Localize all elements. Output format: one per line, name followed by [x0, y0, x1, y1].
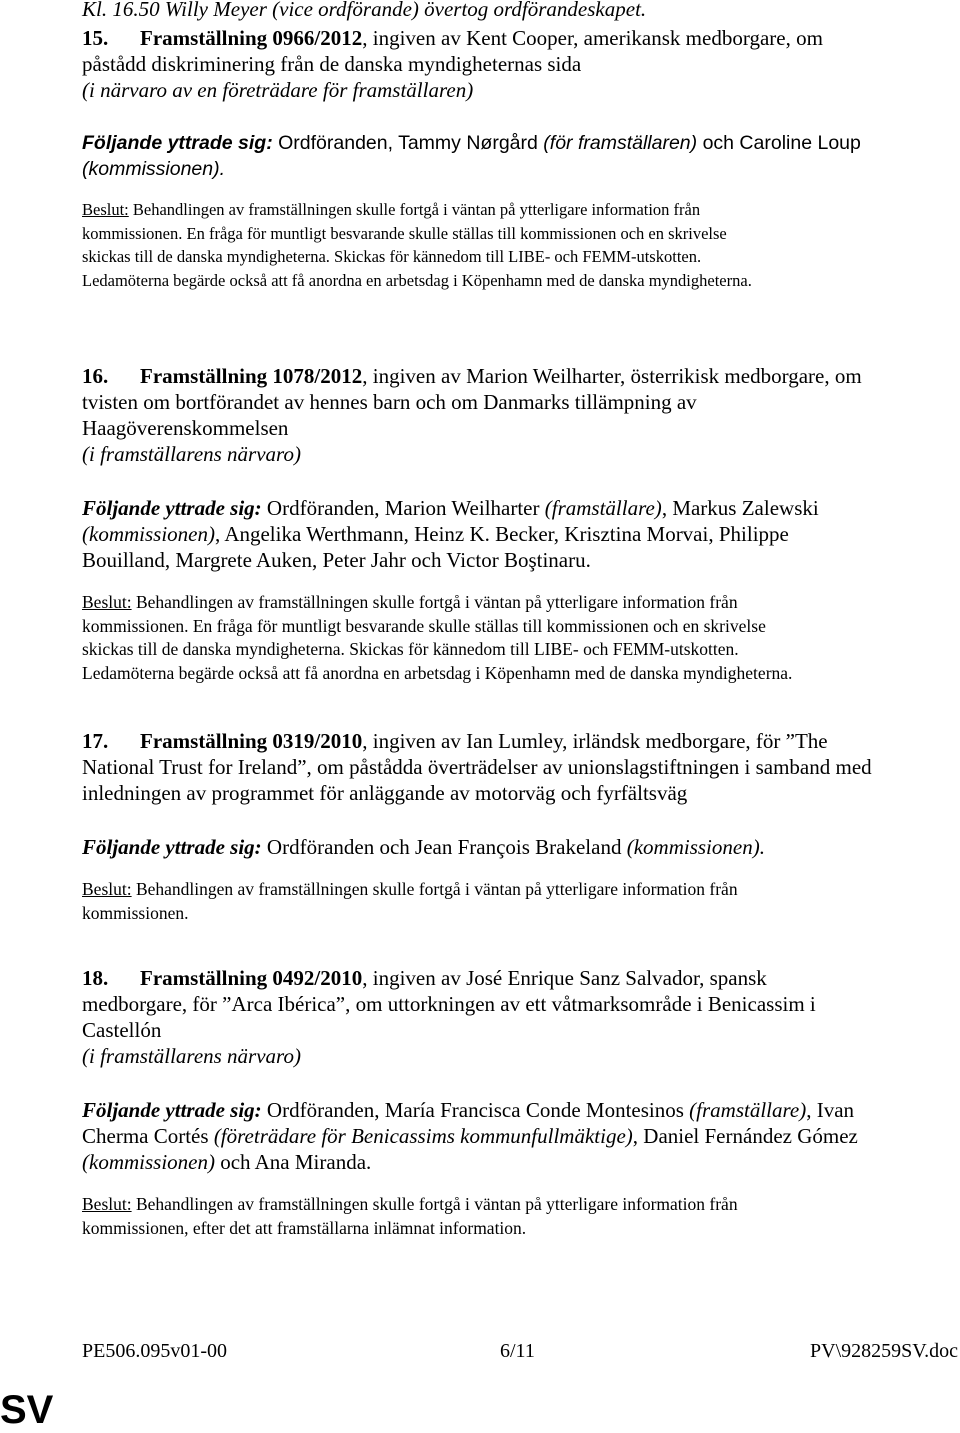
- item-number: 17.: [82, 729, 109, 753]
- petition-number: Framställning 1078/2012: [140, 364, 363, 388]
- presence-note: (i framställarens närvaro): [82, 442, 301, 466]
- decision-label: Beslut:: [82, 592, 132, 612]
- language-code: SV: [0, 1388, 54, 1432]
- item-title: 15. Framställning 0966/2012, ingiven av Kent Cooper, amerikansk medborgare, om: [82, 26, 823, 50]
- speakers-line: Följande yttrade sig: Ordföranden, Marion Weilharter (framställare), Markus Zalewski: [82, 496, 819, 520]
- agenda-item-18: 18. Framställning 0492/2010, ingiven av José Enrique Sanz Salvador, spansk medborgare, för ”Arca Ibérica”, om uttorkningen av ett våtmarksområde i Benicassim i Castellón (i framställarens närvaro) Följande yttrade sig: Ordföranden, María Francisca Conde Montesinos (framställare), Ivan Cherma Cortés (företrädare för Benicassims kommunfullmäktige), Daniel Fernández Gómez (kommissionen) och Ana Miranda. Beslut: Behandlingen av framställningen skulle fortgå i väntan på ytterligare information från kommissionen, efter det att framställarna inlämnat information.: [82, 965, 958, 1240]
- decision-label: Beslut:: [82, 1194, 132, 1214]
- petition-number: Framställning 0319/2010: [140, 729, 363, 753]
- item-number: 16.: [82, 364, 109, 388]
- decision: Beslut: Behandlingen av framställningen skulle fortgå i väntan på ytterligare information från kommissionen. En fråga för muntligt besvarande skulle ställas till kommissionen och en skrivelse skickas till de danska myndigheterna. Skickas för kännedom till LIBE- och FEMM-utskotten. Ledamöterna begärde också att få anordna en arbetsdag i Köpenhamn med de danska myndigheterna.: [82, 200, 752, 290]
- item-number: 18.: [82, 966, 109, 990]
- item-title: 16. Framställning 1078/2012, ingiven av Marion Weilharter, österrikisk medborgare, om: [82, 364, 862, 388]
- item-title: 17. Framställning 0319/2010, ingiven av Ian Lumley, irländsk medborgare, för ”The: [82, 729, 828, 753]
- petition-number: Framställning 0492/2010: [140, 966, 363, 990]
- session-note: Kl. 16.50 Willy Meyer (vice ordförande) övertog ordförandeskapet.: [82, 0, 647, 21]
- item-number: 15.: [82, 26, 109, 50]
- speakers-line: Följande yttrade sig: Ordföranden, María Francisca Conde Montesinos (framställare), Ivan: [82, 1098, 855, 1122]
- presence-note: (i framställarens närvaro): [82, 1044, 301, 1068]
- decision: Beslut: Behandlingen av framställningen skulle fortgå i väntan på ytterligare information från kommissionen. En fråga för muntligt besvarande skulle ställas till kommissionen och en skrivelse skickas till de danska myndigheterna. Skickas för kännedom till LIBE- och FEMM-utskotten. Ledamöterna begärde också att få anordna en arbetsdag i Köpenhamn med de danska myndigheterna.: [82, 592, 793, 683]
- petition-number: Framställning 0966/2012: [140, 26, 363, 50]
- agenda-item-15: 15. Framställning 0966/2012, ingiven av Kent Cooper, amerikansk medborgare, om påstådd diskriminering från de danska myndigheternas sida (i närvaro av en företrädare för framställaren) Följande yttrade sig: Ordföranden, Tammy Nørgård (för framställaren) och Caroline Loup (kommissionen). Beslut: Behandlingen av framställningen skulle fortgå i väntan på ytterligare information från kommissionen. En fråga för muntligt besvarande skulle ställas till kommissionen och en skrivelse skickas till de danska myndigheterna. Skickas för kännedom till LIBE- och FEMM-utskotten. Ledamöterna begärde också att få anordna en arbetsdag i Köpenhamn med de danska myndigheterna.: [82, 25, 958, 292]
- decision: Beslut: Behandlingen av framställningen skulle fortgå i väntan på ytterligare information från kommissionen.: [82, 879, 738, 923]
- speakers-line: Följande yttrade sig: Ordföranden, Tammy Nørgård (för framställaren) och Caroline Loup: [82, 132, 861, 154]
- presence-note: (i närvaro av en företrädare för framställaren): [82, 78, 474, 102]
- speakers-line: Följande yttrade sig: Ordföranden och Jean François Brakeland (kommissionen).: [82, 835, 765, 859]
- agenda-item-17: 17. Framställning 0319/2010, ingiven av Ian Lumley, irländsk medborgare, för ”The National Trust for Ireland”, om påstådda överträdelser av unionslagstiftningen i samband med inledningen av programmet för anläggande av motorväg och fyrfältsväg Följande yttrade sig: Ordföranden och Jean François Brakeland (kommissionen). Beslut: Behandlingen av framställningen skulle fortgå i väntan på ytterligare information från kommissionen.: [82, 728, 958, 925]
- decision-label: Beslut:: [82, 200, 129, 219]
- item-title: 18. Framställning 0492/2010, ingiven av José Enrique Sanz Salvador, spansk: [82, 966, 767, 990]
- file-name: PV\928259SV.doc: [810, 1340, 958, 1362]
- document-reference: PE506.095v01-00: [82, 1340, 227, 1362]
- decision: Beslut: Behandlingen av framställningen skulle fortgå i väntan på ytterligare information från kommissionen, efter det att framställarna inlämnat information.: [82, 1194, 738, 1238]
- page-number: 6/11: [500, 1340, 535, 1362]
- agenda-item-16: 16. Framställning 1078/2012, ingiven av Marion Weilharter, österrikisk medborgare, om tvisten om bortförandet av hennes barn och om Danmarks tillämpning av Haagöverenskommelsen (i framställarens närvaro) Följande yttrade sig: Ordföranden, Marion Weilharter (framställare), Markus Zalewski (kommissionen), Angelika Werthmann, Heinz K. Becker, Krisztina Morvai, Philippe Bouilland, Margrete Auken, Peter Jahr och Victor Boştinaru. Beslut: Behandlingen av framställningen skulle fortgå i väntan på ytterligare information från kommissionen. En fråga för muntligt besvarande skulle ställas till kommissionen och en skrivelse skickas till de danska myndigheterna. Skickas för kännedom till LIBE- och FEMM-utskotten. Ledamöterna begärde också att få anordna en arbetsdag i Köpenhamn med de danska myndigheterna.: [82, 363, 958, 685]
- decision-label: Beslut:: [82, 879, 132, 899]
